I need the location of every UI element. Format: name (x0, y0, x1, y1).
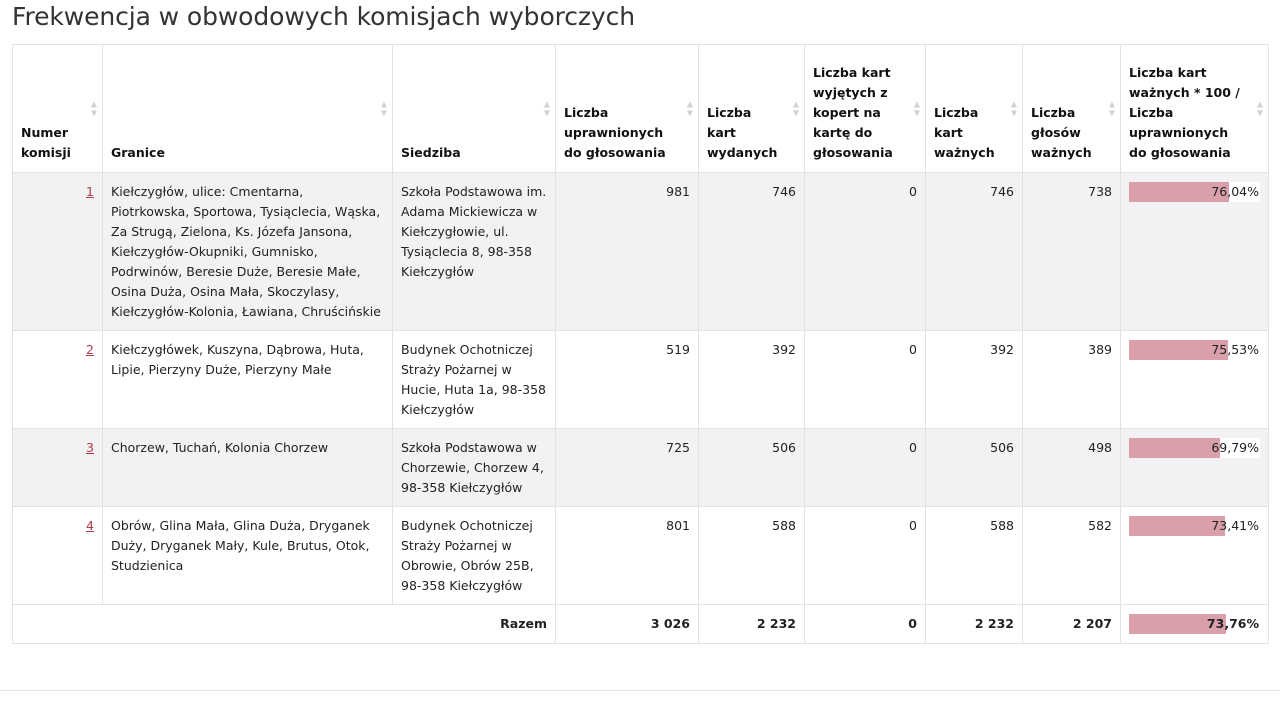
sort-arrows-icon: ▲ ▼ (380, 99, 387, 117)
commission-link[interactable]: 1 (86, 184, 94, 199)
table-row (13, 429, 1269, 507)
cell-frekwencja (1121, 429, 1269, 507)
col-header-label: Liczba uprawnionych do głosowania (564, 105, 666, 160)
cell-wyjetych: 0 (805, 507, 926, 605)
cell-frekwencja (1121, 331, 1269, 429)
cell-numer (13, 331, 103, 429)
cell-kart-waznych: 506 (926, 429, 1023, 507)
cell-uprawnionych: 725 (556, 429, 699, 507)
cell-frekwencja (1121, 507, 1269, 605)
col-header-label: Liczba kart ważnych * 100 / Liczba uprawnionych do głosowania (1129, 65, 1240, 160)
turnout-bar (1129, 614, 1260, 634)
cell-siedziba: Szkoła Podstawowa w Chorzewie, Chorzew 4, 98-358 Kiełczygłów (393, 429, 556, 507)
col-header-label: Liczba kart wyjętych z kopert na kartę do głosowania (813, 65, 893, 160)
turnout-label: 69,79% (1211, 440, 1259, 455)
cell-glosow-waznych: 389 (1023, 331, 1121, 429)
col-header-granice[interactable] (103, 45, 393, 173)
commission-link[interactable]: 4 (86, 518, 94, 533)
cell-granice: Kiełczygłów, ulice: Cmentarna, Piotrkowska, Sportowa, Tysiąclecia, Wąska, Za Strugą, Zielona, Ks. Józefa Jansona, Kiełczygłów-Okupniki, Gumnisko, Podrwinów, Beresie Duże, Beresie Małe, Osina Duża, Osina Mała, Skoczylasy, Kiełczygłów-Kolonia, Ławiana, Chruścińskie (103, 173, 393, 331)
col-header-frekwencja[interactable] (1121, 45, 1269, 173)
cell-wydanych: 746 (699, 173, 805, 331)
cell-numer (13, 429, 103, 507)
total-label: Razem (13, 605, 556, 644)
total-wyjetych: 0 (805, 605, 926, 644)
cell-uprawnionych: 801 (556, 507, 699, 605)
col-header-wydanych[interactable] (699, 45, 805, 173)
cell-granice: Chorzew, Tuchań, Kolonia Chorzew (103, 429, 393, 507)
col-header-label: Liczba kart wydanych (707, 105, 778, 160)
cell-wyjetych: 0 (805, 173, 926, 331)
sort-arrows-icon: ▲ ▼ (1256, 99, 1263, 117)
turnout-bar (1129, 516, 1260, 536)
cell-granice: Kiełczygłówek, Kuszyna, Dąbrowa, Huta, Lipie, Pierzyny Duże, Pierzyny Małe (103, 331, 393, 429)
cell-uprawnionych: 519 (556, 331, 699, 429)
table-row (13, 173, 1269, 331)
cell-wyjetych: 0 (805, 331, 926, 429)
total-glosow-waznych: 2 207 (1023, 605, 1121, 644)
cell-siedziba: Budynek Ochotniczej Straży Pożarnej w Obrowie, Obrów 25B, 98-358 Kiełczygłów (393, 507, 556, 605)
col-header-numer[interactable] (13, 45, 103, 173)
turnout-label: 73,41% (1211, 518, 1259, 533)
turnout-table (12, 44, 1269, 644)
cell-wyjetych: 0 (805, 429, 926, 507)
sort-arrows-icon: ▲ ▼ (1010, 99, 1017, 117)
commission-link[interactable]: 3 (86, 440, 94, 455)
col-header-label: Numer komisji (21, 125, 71, 160)
cell-numer (13, 507, 103, 605)
total-uprawnionych: 3 026 (556, 605, 699, 644)
cell-wydanych: 506 (699, 429, 805, 507)
col-header-siedziba[interactable] (393, 45, 556, 173)
footer-divider (0, 690, 1280, 691)
col-header-label: Liczba kart ważnych (934, 105, 995, 160)
cell-glosow-waznych: 738 (1023, 173, 1121, 331)
turnout-bar (1129, 340, 1260, 360)
col-header-label: Siedziba (401, 145, 461, 160)
sort-arrows-icon: ▲ ▼ (913, 99, 920, 117)
table-header-row (13, 45, 1269, 173)
cell-granice: Obrów, Glina Mała, Glina Duża, Dryganek Duży, Dryganek Mały, Kule, Brutus, Otok, Studzienica (103, 507, 393, 605)
turnout-bar (1129, 182, 1260, 202)
turnout-label: 76,04% (1211, 184, 1259, 199)
col-header-glosow-waznych[interactable] (1023, 45, 1121, 173)
sort-arrows-icon: ▲ ▼ (686, 99, 693, 117)
cell-kart-waznych: 746 (926, 173, 1023, 331)
total-frekwencja (1121, 605, 1269, 644)
col-header-wyjetych[interactable] (805, 45, 926, 173)
table-row (13, 331, 1269, 429)
page-title: Frekwencja w obwodowych komisjach wyborczych (12, 2, 636, 31)
sort-arrows-icon: ▲ ▼ (543, 99, 550, 117)
commission-link[interactable]: 2 (86, 342, 94, 357)
cell-frekwencja (1121, 173, 1269, 331)
sort-arrows-icon: ▲ ▼ (90, 99, 97, 117)
turnout-bar (1129, 438, 1260, 458)
cell-siedziba: Budynek Ochotniczej Straży Pożarnej w Hucie, Huta 1a, 98-358 Kiełczygłów (393, 331, 556, 429)
total-kart-waznych: 2 232 (926, 605, 1023, 644)
cell-numer (13, 173, 103, 331)
col-header-label: Granice (111, 145, 165, 160)
total-wydanych: 2 232 (699, 605, 805, 644)
col-header-label: Liczba głosów ważnych (1031, 105, 1092, 160)
cell-uprawnionych: 981 (556, 173, 699, 331)
col-header-uprawnionych[interactable] (556, 45, 699, 173)
cell-kart-waznych: 588 (926, 507, 1023, 605)
sort-arrows-icon: ▲ ▼ (1108, 99, 1115, 117)
table-row (13, 507, 1269, 605)
cell-kart-waznych: 392 (926, 331, 1023, 429)
cell-glosow-waznych: 498 (1023, 429, 1121, 507)
cell-siedziba: Szkoła Podstawowa im. Adama Mickiewicza w Kiełczygłowie, ul. Tysiąclecia 8, 98-358 Kiełczygłów (393, 173, 556, 331)
cell-wydanych: 392 (699, 331, 805, 429)
sort-arrows-icon: ▲ ▼ (792, 99, 799, 117)
col-header-kart-waznych[interactable] (926, 45, 1023, 173)
turnout-label: 75,53% (1211, 342, 1259, 357)
cell-wydanych: 588 (699, 507, 805, 605)
turnout-label: 73,76% (1206, 616, 1259, 631)
cell-glosow-waznych: 582 (1023, 507, 1121, 605)
total-row (13, 605, 1269, 644)
